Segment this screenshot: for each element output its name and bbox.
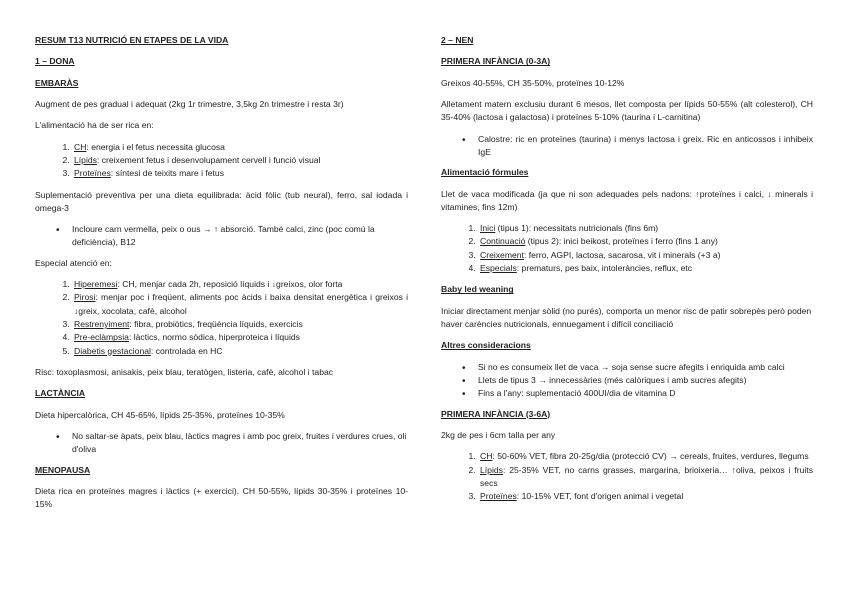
lactancia-paragraph: Dieta hipercalòrica, CH 45-65%, lípids 25-35%, proteïnes 10-35% <box>35 409 285 420</box>
list-item: 2. Lípids: creixement fetus i desenvolupament cervell i funció visual <box>72 154 408 167</box>
list-item: 3. Proteïnes: síntesi de teixits mare i fetus <box>72 167 408 180</box>
infancia-0-3-macros: Greixos 40-55%, CH 35-50%, proteïnes 10-12% <box>441 77 625 88</box>
right-column <box>441 34 813 511</box>
list-item: 5. Diabetis gestacional: controlada en HC <box>72 345 408 358</box>
lactancia-heading: LACTÀNCIA <box>35 388 86 399</box>
list-item: 1. Inici (tipus 1): necessitats nutricionals (fins 6m) <box>478 222 813 235</box>
list-item: 3. Creixement: ferro, AGPI, lactosa, sacarosa, vit i minerals (+3 a) <box>478 249 813 262</box>
altres-consideracions-heading: Altres consideracions <box>441 340 531 351</box>
list-item: 2. Continuació (tipus 2): inici beikost, proteïnes i ferro (fins 1 any) <box>478 235 813 248</box>
embaras-supplement-paragraph: Suplementació preventiva per una dieta equilibrada: àcid fòlic (tub neural), ferro, sal iodada i omega-3 <box>35 189 408 213</box>
alletament-paragraph: Alletament matern exclusiu durant 6 mesos, llet composta per lípids 50-55% (alt colesterol), CH 35-40% (lactosa i galactosa) i proteïnes 5-10% (taurina i L-carnitina) <box>441 98 813 123</box>
infancia-0-3-heading: PRIMERA INFÀNCIA (0-3A) <box>441 56 551 67</box>
list-item: 4. Especials: prematurs, pes baix, intoleràncies, reflux, etc <box>478 262 813 275</box>
list-item: • Si no es consumeix llet de vaca → soja sense sucre afegits i enriquida amb calci <box>478 361 813 374</box>
formules-heading: Alimentació fórmules <box>441 167 529 178</box>
list-item: • No saltar-se àpats, peix blau, làctics magres i amb poc greix, fruites i verdures crues, oli d'oliva <box>72 430 408 457</box>
list-item: 4. Pre-eclàmpsia: làctics, normo sòdica, hiperproteica i líquids <box>72 331 408 344</box>
left-column <box>35 34 408 519</box>
embaras-bullet-list <box>35 223 408 250</box>
infancia-3-6-list <box>441 450 813 503</box>
list-item: 3. Proteïnes: 10-15% VET, font d'origen animal i vegetal <box>478 490 813 503</box>
section-dona-heading: 1 – DONA <box>35 56 75 67</box>
menopausa-paragraph: Dieta rica en proteïnes magres i làctics (+ exercici). CH 50-55%, lípids 30-35% i proteïnes 10-15% <box>35 485 408 510</box>
list-item: • Fins a l'any: suplementació 400UI/dia de vitamina D <box>478 387 813 400</box>
list-item: 1. CH: 50-60% VET, fibra 20-25g/dia (protecció CV) → cereals, fruites, verdures, llegums <box>478 450 813 463</box>
section-nen-heading: 2 – NEN <box>441 35 474 45</box>
list-item: 2. Pirosi: menjar poc i freqüent, aliments poc àcids i baixa densitat energètica i greixos i ↓greix, xocolata, cafè, alcohol <box>72 291 408 318</box>
embaras-attention-list <box>35 278 408 358</box>
calostre-bullet-list <box>441 133 813 160</box>
infancia-3-6-growth: 2kg de pes i 6cm talla per any <box>441 429 556 440</box>
lactancia-bullet-list <box>35 430 408 457</box>
list-item: • Incloure carn vermella, peix o ous → ↑ absorció. També calci, zinc (poc comú la deficiència), B12 <box>72 223 408 250</box>
infancia-3-6-heading: PRIMERA INFÀNCIA (3-6A) <box>441 408 551 419</box>
baby-led-weaning-paragraph: Iniciar directament menjar sòlid (no purés), comporta un menor risc de patir sobrepès però poden haver carències nutricionals, ennuegament i difícil conciliació <box>441 305 812 329</box>
embaras-heading: EMBARÀS <box>35 77 79 88</box>
list-item: • Calostre: ric en proteïnes (taurina) i menys lactosa i greix. Ric en anticossos i inhibeix IgE <box>478 133 813 160</box>
embaras-attention-intro: Especial atenció en: <box>35 257 112 268</box>
altres-bullet-list <box>441 361 813 401</box>
formules-paragraph: Llet de vaca modificada (ja que ni son adequades pels nadons: ↑proteïnes i calci, ↓ minerals i vitamines, fins 12m) <box>441 188 813 212</box>
list-item: 3. Restrenyiment: fibra, probiòtics, freqüència líquids, exercicis <box>72 318 408 331</box>
embaras-weight-paragraph: Augment de pes gradual i adequat (2kg 1r trimestre, 3,5kg 2n trimestre i resta 3r) <box>35 98 344 109</box>
list-item: 1. Hiperemesi: CH, menjar cada 2h, reposició líquids i ↓greixos, olor forta <box>72 278 408 291</box>
embaras-diet-intro: L'alimentació ha de ser rica en: <box>35 120 154 131</box>
list-item: • Llets de tipus 3 → innecessàries (més calòriques i amb sucres afegits) <box>478 374 813 387</box>
document-title: RESUM T13 NUTRICIÓ EN ETAPES DE LA VIDA <box>35 35 229 45</box>
formules-list <box>441 222 813 275</box>
menopausa-heading: MENOPAUSA <box>35 464 91 475</box>
embaras-risk-paragraph: Risc: toxoplasmosi, anisakis, peix blau, teratògen, listeria, cafè, alcohol i tabac <box>35 366 334 377</box>
list-item: 1. CH: energia i el fetus necessita glucosa <box>72 141 408 154</box>
embaras-nutrient-list <box>35 141 408 181</box>
list-item: 2. Lípids: 25-35% VET, no carns grasses, margarina, brioixeria… ↑oliva, peixos i fruits secs <box>478 464 813 491</box>
baby-led-weaning-heading: Baby led weaning <box>441 284 514 295</box>
